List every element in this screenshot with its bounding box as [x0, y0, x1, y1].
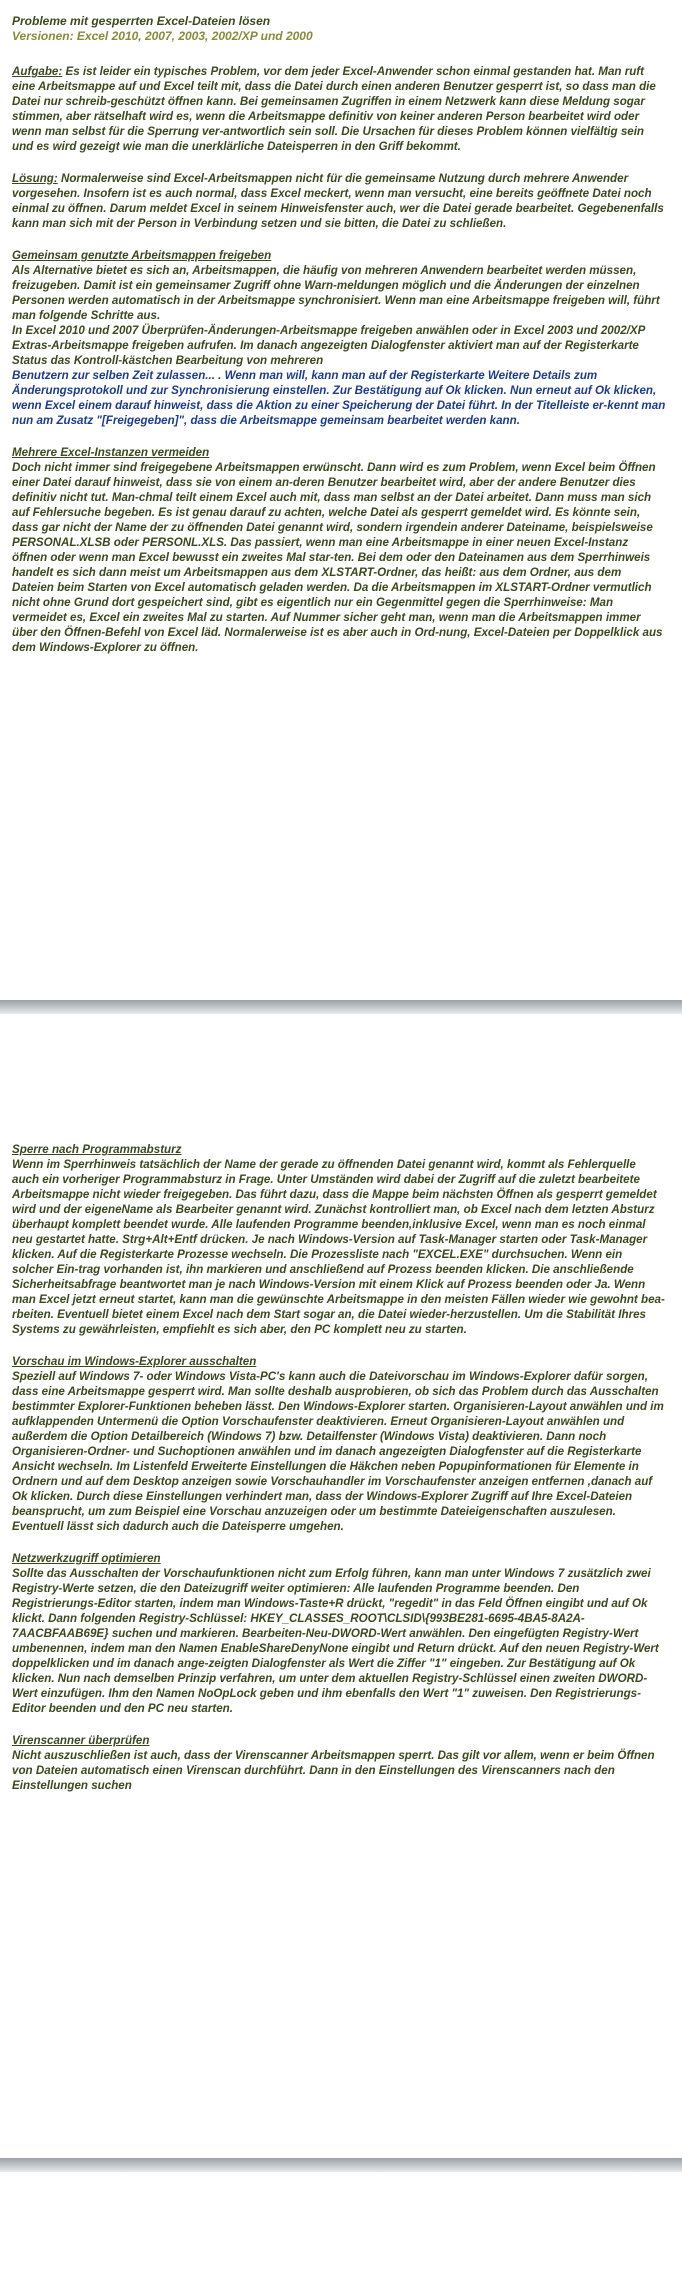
section-heading-aufgabe: Aufgabe:: [12, 65, 63, 78]
section-text-vorschau: Speziell auf Windows 7- oder Windows Vista-PC's kann auch die Dateivorschau im Windows-Explorer dafür sorgen, dass eine Arbeitsmappe gesperrt wird. Man sollte deshalb ausprobieren, ob sich das Problem durch das Ausschalten bestimmter Explorer-Funktionen beheben lässt. Den Windows-Explorer starten. Organisieren-Layout anwählen und im aufklappenden Untermenü die Option Vorschaufenster deaktivieren. Erneut Organisieren-Layout anwählen und außerdem die Option Detailbereich (Windows 7) bzw. Detailfenster (Windows Vista) deaktivieren. Dann noch Organisieren-Ordner- und Suchoptionen anwählen und im danach angezeigten Dialogfenster auf die Registerkarte Ansicht wechseln. Im Listenfeld Erweiterte Einstellungen die Häkchen neben Popupinformationen für Elemente in Ordnern und auf dem Desktop anzeigen sowie Vorschauhandler im Vorschaufenster anzeigen entfernen ,danach auf Ok klicken. Durch diese Einstellungen verhindert man, dass der Windows-Explorer Zugriff auf Ihre Excel-Dateien beansprucht, um zum Beispiel eine Vorschau anzuzeigen oder um bestimmte Dateieigenschaften auszulesen. Eventuell lässt sich dadurch auch die Dateisperre umgehen.: [12, 1370, 664, 1533]
section-virenscanner: [12, 1733, 666, 1793]
document-subtitle: Versionen: Excel 2010, 2007, 2003, 2002/XP und 2000: [12, 29, 313, 43]
section-text-aufgabe: Es ist leider ein typisches Problem, vor dem jeder Excel-Anwender schon einmal gestanden hat. Man ruft eine Arbeitsmappe auf und Excel teilt mit, dass die Datei durch einen anderen Benutzer gesperrt ist, so dass man die Datei nur schreib-geschützt öffnen kann. Bei gemeinsamen Zugriffen in einem Netzwerk kann diese Meldung sogar stimmen, aber rätselhaft wird es, wenn die Arbeitsmappe definitiv von keiner anderen Person bearbeitet wird oder wenn man selbst für die Sperrung ver-antwortlich sein soll. Die Ursachen für dieses Problem können vielfältig sein und es wird gezeigt wie man die unerklärliche Dateisperren in den Griff bekommt.: [12, 65, 656, 153]
section-heading-loesung: Lösung:: [12, 172, 58, 185]
section-instanzen: [12, 445, 666, 655]
section-text-freigeben-1: Als Alternative bietet es sich an, Arbeitsmappen, die häufig von mehreren Anwendern bearbeitet werden müssen, freizugeben. Damit ist ein gemeinsamer Zugriff ohne Warn-meldungen möglich und die Änderungen der einzelnen Personen werden automatisch in der Arbeitsmappe synchronisiert. Wenn man eine Arbeitsmappe freigeben will, führt man folgende Schritte aus.: [12, 264, 660, 322]
document-page-2: [4, 1108, 674, 2158]
page-bottom-edge: [0, 2158, 682, 2172]
section-absturz: [12, 1142, 666, 1337]
section-text-instanzen: Doch nicht immer sind freigegebene Arbeitsmappen erwünscht. Dann wird es zum Problem, wenn Excel beim Öffnen einer Datei darauf hinweist, dass sie von einem an-deren Benutzer bearbeitet wird, aber der andere Benutzer dies definitiv nicht tut. Man-chmal teilt einem Excel auch mit, dass man selbst an der Datei arbeitet. Dann muss man sich auf Fehlersuche begeben. Es ist genau darauf zu achten, welche Datei als gesperrt gemeldet wird. Es könnte sein, dass gar nicht der Name der zu öffnenden Datei genannt wird, sondern irgendein anderer Dateiname, beispielsweise PERSONAL.XLSB oder PERSONL.XLS. Das passiert, wenn man eine Arbeitsmappe in einer neuen Excel-Instanz öffnen oder wenn man Excel bewusst ein zweites Mal star-ten. Bei dem oder den Dateinamen aus dem Sperrhinweis handelt es sich dann meist um Arbeitsmappen aus dem XLSTART-Ordner, das heißt: aus dem Ordner, aus dem Dateien beim Starten von Excel automatisch geladen werden. Da die Arbeitsmappen im XLSTART-Ordner vermutlich nicht ohne Grund dort gespeichert sind, gibt es eigentlich nur ein Gegenmittel gegen die Sperrhinweise: Man vermeidet es, Excel ein zweites Mal zu starten. Auf Nummer sicher geht man, wenn man die Arbeitsmappen immer über den Öffnen-Befehl von Excel läd. Normalerweise ist es aber auch in Ord-nung, Excel-Dateien per Doppelklick aus dem Windows-Explorer zu öffnen.: [12, 461, 663, 654]
section-text-freigeben-3: Benutzern zur selben Zeit zulassen... . Wenn man will, kann man auf der Registerkarte Weitere Details zum Änderungsprotokoll und zur Synchronisierung einstellen. Zur Bestätigung auf Ok klicken. Nun erneut auf Ok klicken, wenn Excel einem darauf hinweist, dass die Aktion zu einer Speicherung der Datei führt. In der Titelleiste er-kennt man nun am Zusatz "[Freigegeben]", dass die Arbeitsmappe gemeinsam bearbeitet werden kann.: [12, 369, 666, 427]
page-separator: [0, 1000, 682, 1014]
document-page-1: [4, 0, 674, 1000]
section-text-freigeben-2: In Excel 2010 und 2007 Überprüfen-Änderungen-Arbeitsmappe freigeben anwählen oder in Excel 2003 und 2002/XP Extras-Arbeitsmappe freigeben aufrufen. Im danach angezeigten Dialogfenster aktiviert man auf der Registerkarte Status das Kontroll-kästchen Bearbeitung von mehreren: [12, 324, 645, 367]
document-title: Probleme mit gesperrten Excel-Dateien lösen: [12, 14, 271, 28]
page-bottom-margin: [0, 2172, 682, 2281]
section-heading-instanzen: Mehrere Excel-Instanzen vermeiden: [12, 446, 210, 459]
section-text-loesung: Normalerweise sind Excel-Arbeitsmappen nicht für die gemeinsame Nutzung durch mehrere Anwender vorgesehen. Insofern ist es auch normal, dass Excel meckert, wenn man versucht, eine bereits geöffnete Datei noch einmal zu öffnen. Darum meldet Excel in seinem Hinweisfenster auch, wer die Datei gerade bearbeitet. Gegebenenfalls kann man sich mit der Person in Verbindung setzen und sie bitten, die Datei zu schließen.: [12, 172, 664, 230]
section-heading-absturz: Sperre nach Programmabsturz: [12, 1143, 182, 1156]
section-heading-virenscanner: Virenscanner überprüfen: [12, 1734, 150, 1747]
section-heading-freigeben: Gemeinsam genutzte Arbeitsmappen freigeben: [12, 249, 272, 262]
section-aufgabe: [12, 64, 666, 154]
section-netzwerk: [12, 1551, 666, 1716]
section-heading-netzwerk: Netzwerkzugriff optimieren: [12, 1552, 161, 1565]
section-text-absturz: Wenn im Sperrhinweis tatsächlich der Name der gerade zu öffnenden Datei genannt wird, kommt als Fehlerquelle auch ein vorheriger Programmabsturz in Frage. Unter Umständen wird dabei der Zugriff auf die zuletzt bearbeitete Arbeitsmappe nicht wieder freigegeben. Das führt dazu, dass die Mappe beim nächsten Öffnen als gesperrt gemeldet wird und der eigeneName als Bearbeiter genannt wird. Zunächst kontrolliert man, ob Excel nach dem letzten Absturz überhaupt komplett beendet wurde. Alle laufenden Programme beenden,inklusive Excel, wenn man es noch einmal neu gestartet hatte. Strg+Alt+Entf drücken. Je nach Windows-Version auf Task-Manager starten oder Task-Manager klicken. Auf die Registerkarte Prozesse wechseln. Die Prozessliste nach "EXCEL.EXE" durchsuchen. Wenn ein solcher Ein-trag vorhanden ist, ihn markieren und anschließend auf Prozess beenden klicken. Die anschließende Sicherheitsabfrage beantwortet man je nach Windows-Version mit einem Klick auf Prozess beenden oder Ja. Wenn man Excel jetzt erneut startet, kann man die gewünschte Arbeitsmappe in den meisten Fällen wieder wie gewohnt bea-rbeiten. Eventuell bietet einem Excel nach dem Start sogar an, die Datei wieder-herzustellen. Um die Stabilität Ihres Systems zu gewährleisten, empfiehlt es sich aber, den PC komplett neu zu starten.: [12, 1158, 665, 1336]
section-vorschau: [12, 1354, 666, 1534]
section-loesung: [12, 171, 666, 231]
section-heading-vorschau: Vorschau im Windows-Explorer ausschalten: [12, 1355, 257, 1368]
section-text-netzwerk: Sollte das Ausschalten der Vorschaufunktionen nicht zum Erfolg führen, kann man unter Windows 7 zusätzlich zwei Registry-Werte setzen, die den Dateizugriff weiter optimieren: Alle laufenden Programme beenden. Den Registrierungs-Editor starten, indem man Windows-Taste+R drückt, "regedit" in das Feld Öffnen eingibt und auf Ok klickt. Dann folgenden Registry-Schlüssel: HKEY_CLASSES_ROOT\CLSID\{993BE281-6695-4BA5-8A2A-7AACBFAAB69E} suchen und markieren. Bearbeiten-Neu-DWORD-Wert anwählen. Den eingefügten Registry-Wert umbenennen, indem man den Namen EnableShareDenyNone eingibt und Return drückt. Auf den neuen Registry-Wert doppelklicken und im danach ange-zeigten Dialogfenster als Wert die Ziffer "1" eingeben. Zur Bestätigung auf Ok klicken. Nun nach demselben Prinzip verfahren, um unter dem aktuellen Registry-Schlüssel einen zweiten DWORD-Wert einzufügen. Ihm den Namen NoOpLock geben und ihm ebenfalls den Wert "1" zuweisen. Den Registrierungs-Editor beenden und den PC neu starten.: [12, 1567, 659, 1715]
section-text-virenscanner: Nicht auszuschließen ist auch, dass der Virenscanner Arbeitsmappen sperrt. Das gilt vor allem, wenn er beim Öffnen von Dateien automatisch einen Virenscan durchführt. Dann in den Einstellungen des Virenscanners nach den Einstellungen suchen: [12, 1749, 655, 1792]
section-freigeben: [12, 248, 666, 428]
